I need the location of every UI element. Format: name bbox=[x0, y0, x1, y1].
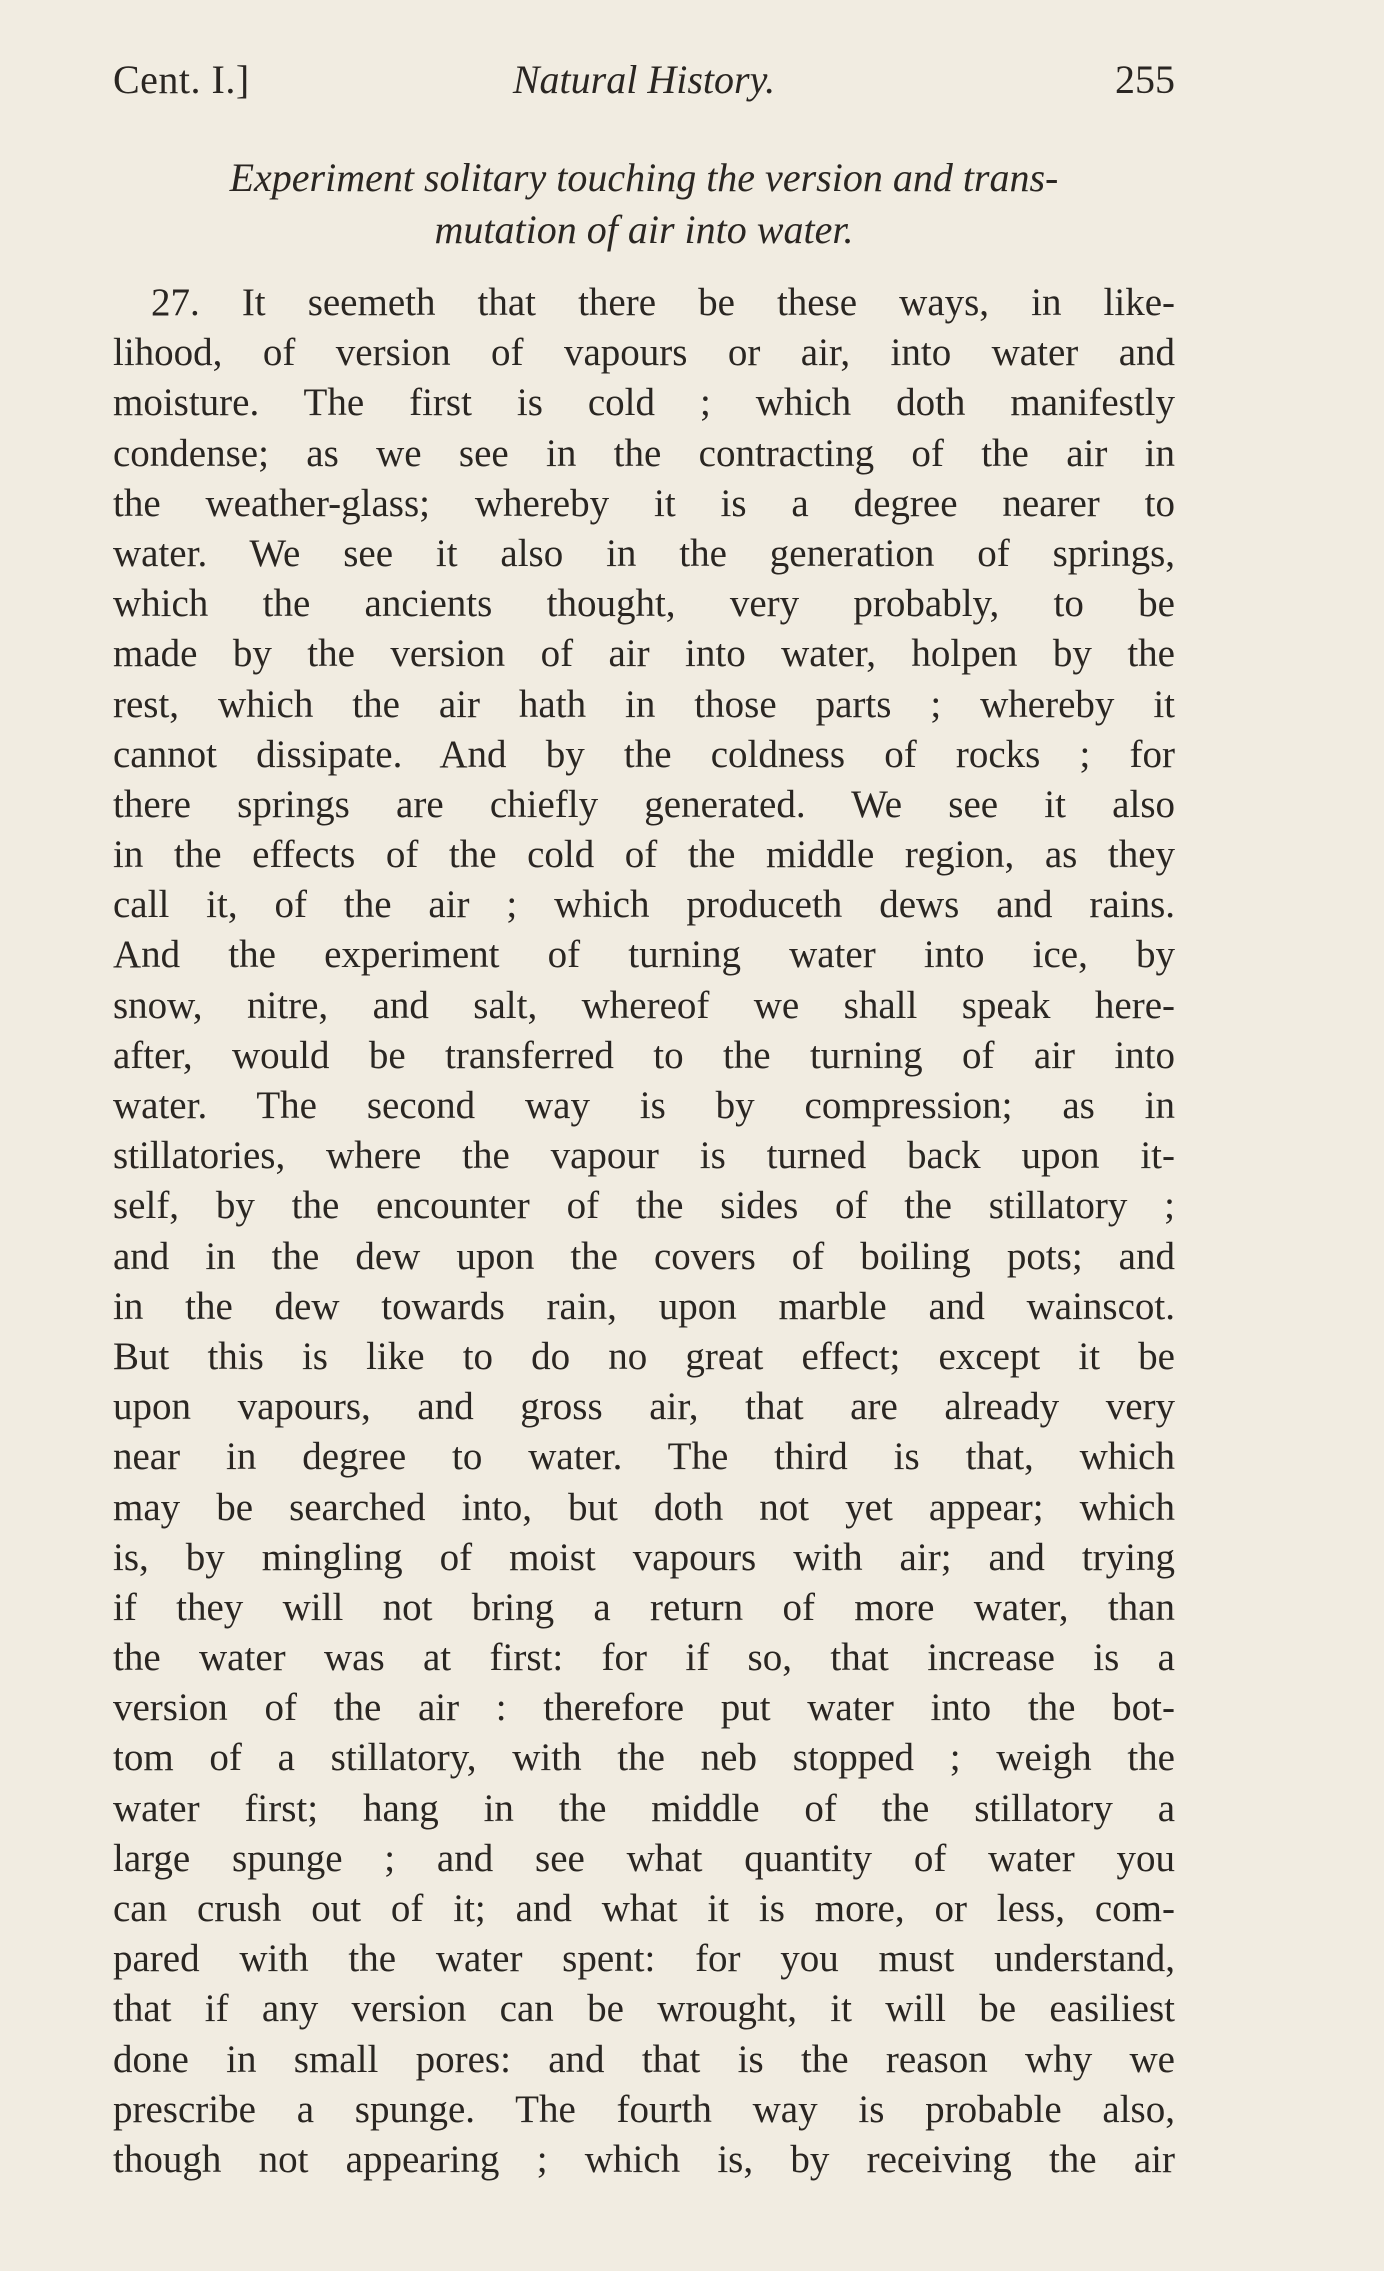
text-line: condense; as we see in the contracting of the air in bbox=[113, 431, 1175, 475]
page-number: 255 bbox=[1115, 57, 1175, 102]
text-line: made by the version of air into water, holpen by the bbox=[113, 632, 1175, 676]
text-line: cannot dissipate. And by the coldness of rocks ; for bbox=[113, 732, 1175, 776]
text-line: tom of a stillatory, with the neb stopped ; weigh the bbox=[113, 1736, 1175, 1780]
text-line: lihood, of version of vapours or air, into water and bbox=[113, 331, 1175, 375]
experiment-heading bbox=[113, 152, 1175, 256]
text-line: in the dew towards rain, upon marble and wainscot. bbox=[113, 1284, 1175, 1328]
text-line: stillatories, where the vapour is turned back upon it- bbox=[113, 1134, 1175, 1178]
text-line: self, by the encounter of the sides of the stillatory ; bbox=[113, 1184, 1175, 1228]
text-line: the water was at first: for if so, that increase is a bbox=[113, 1636, 1175, 1680]
text-line: And the experiment of turning water into ice, by bbox=[113, 933, 1175, 977]
text-line: But this is like to do no great effect; except it be bbox=[113, 1334, 1175, 1378]
text-line: and in the dew upon the covers of boiling pots; and bbox=[113, 1234, 1175, 1278]
text-line: done in small pores: and that is the reason why we bbox=[113, 2037, 1175, 2081]
text-line: can crush out of it; and what it is more, or less, com- bbox=[113, 1887, 1175, 1930]
text-line: upon vapours, and gross air, that are already very bbox=[113, 1385, 1175, 1429]
heading-line: mutation of air into water. bbox=[434, 207, 854, 252]
text-line: there springs are chiefly generated. We see it also bbox=[113, 782, 1175, 826]
text-line: snow, nitre, and salt, whereof we shall speak here- bbox=[113, 983, 1175, 1027]
text-line: though not appearing ; which is, by receiving the air bbox=[113, 2137, 1175, 2181]
text-line: in the effects of the cold of the middle region, as they bbox=[113, 833, 1175, 877]
text-line: call it, of the air ; which produceth dews and rains. bbox=[113, 883, 1175, 927]
text-line: if they will not bring a return of more water, than bbox=[113, 1585, 1175, 1629]
text-line: may be searched into, but doth not yet appear; which bbox=[113, 1485, 1175, 1529]
text-line: water. The second way is by compression; as in bbox=[113, 1084, 1175, 1127]
running-head bbox=[113, 50, 1175, 110]
text-line: prescribe a spunge. The fourth way is probable also, bbox=[113, 2087, 1175, 2131]
paragraph-27 bbox=[113, 278, 1175, 2185]
text-line: which the ancients thought, very probably, to be bbox=[113, 582, 1175, 626]
text-line: near in degree to water. The third is that, which bbox=[113, 1435, 1175, 1479]
text-line: water. We see it also in the generation of springs, bbox=[113, 531, 1175, 575]
section-label: Cent. I.] bbox=[113, 57, 250, 102]
text-line: the weather-glass; whereby it is a degree nearer to bbox=[113, 481, 1175, 525]
book-title: Natural History. bbox=[512, 57, 776, 102]
text-line: moisture. The first is cold ; which doth manifestly bbox=[113, 381, 1175, 425]
text-line: large spunge ; and see what quantity of water you bbox=[113, 1836, 1175, 1880]
text-line: rest, which the air hath in those parts ; whereby it bbox=[113, 682, 1175, 726]
text-line: version of the air : therefore put water into the bot- bbox=[113, 1686, 1175, 1730]
heading-line: Experiment solitary touching the version and trans- bbox=[229, 155, 1059, 200]
text-line: water first; hang in the middle of the stillatory a bbox=[113, 1786, 1175, 1830]
text-line: after, would be transferred to the turning of air into bbox=[113, 1033, 1175, 1077]
text-line: is, by mingling of moist vapours with air; and trying bbox=[113, 1535, 1175, 1579]
text-line: that if any version can be wrought, it will be easiliest bbox=[113, 1987, 1175, 2031]
text-line: 27. It seemeth that there be these ways, in like- bbox=[151, 281, 1175, 324]
text-line: pared with the water spent: for you must understand, bbox=[113, 1937, 1175, 1981]
